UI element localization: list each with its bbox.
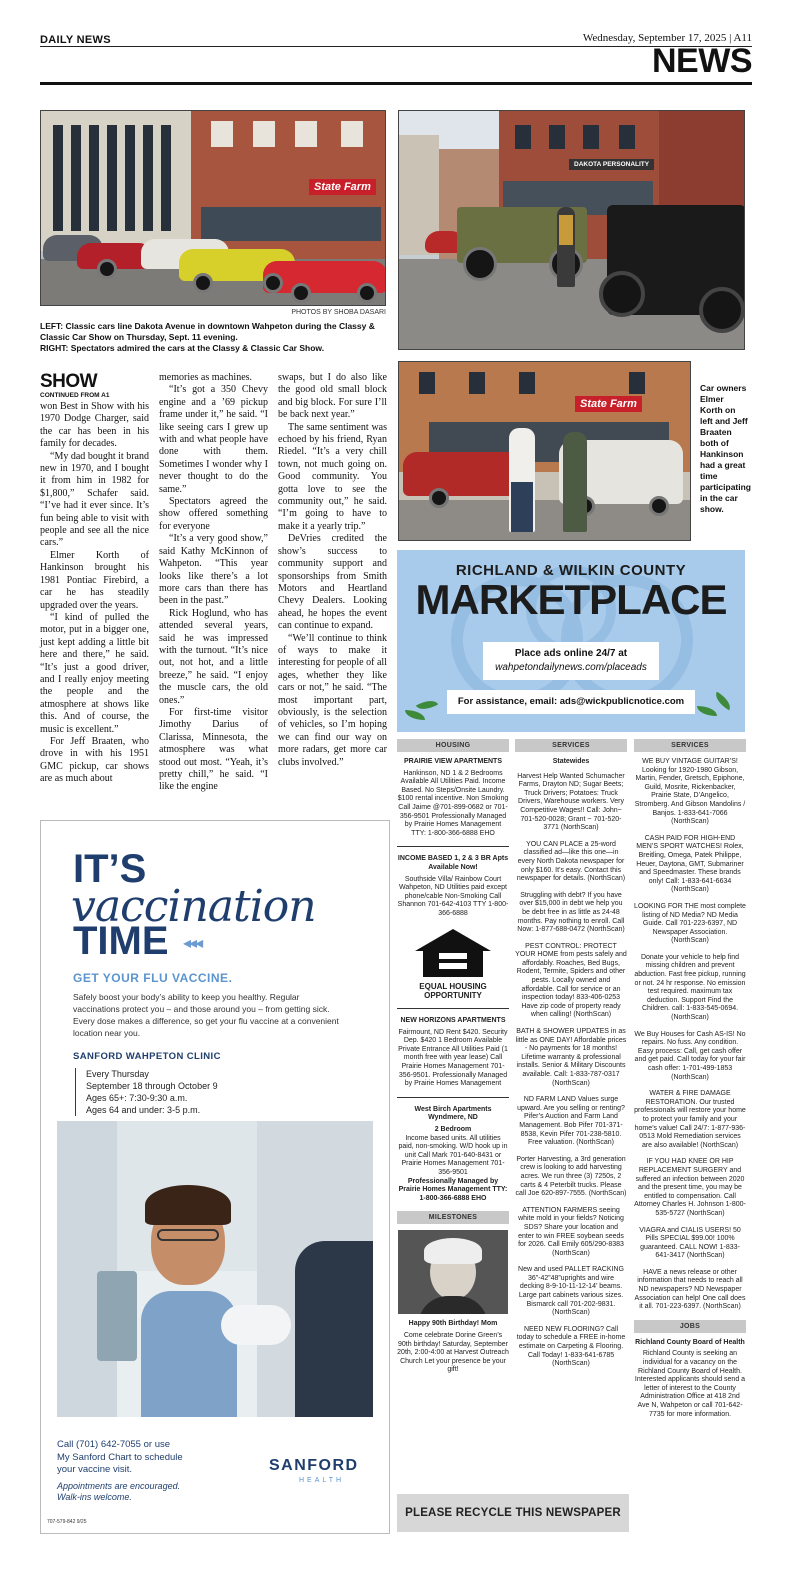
schedule-line: Ages 64 and under: 3-5 p.m. xyxy=(86,1105,201,1115)
article-paragraph: For Jeff Braaten, who drove in with his 1951 GMC pickup, car shows are as much about xyxy=(40,735,149,785)
eho-label: EQUAL HOUSING OPPORTUNITY xyxy=(419,982,487,1001)
milestone-photo xyxy=(398,1230,508,1314)
ad-photo-girl-vaccine xyxy=(57,1121,373,1417)
article-paragraph: “It’s got a 350 Chevy engine and a ’69 pickup frame under it,” he said. “I like seeing cars I grew up with and what people have done with them. Sometimes I wonder why I never thought to do the same.” xyxy=(159,384,268,495)
article-paragraph: Elmer Korth of Hankinson brought his 1981 Pontiac Firebird, a car he has steadily upgraded over the years. xyxy=(40,549,149,611)
services-heading: SERVICES xyxy=(515,739,627,752)
ad-time: TIME xyxy=(73,919,169,963)
ad-code: 707-579-842 9/25 xyxy=(47,1519,87,1525)
job-ad xyxy=(634,1339,746,1419)
ad-title: NEW HORIZONS APARTMENTS xyxy=(400,1017,506,1025)
appt-line: Walk-ins welcome. xyxy=(57,1492,132,1502)
job-body: Richland County is seeking an individual for a vacancy on the Richland County Board of Health. Interested applicants should send a letter of interest to the County Administration Office at 418 2nd Ave N, Wahpeton or call 701-642-7735 for more information. xyxy=(634,1350,746,1418)
place-ads-label: Place ads online 24/7 at xyxy=(514,648,628,659)
ad-flu-heading: GET YOUR FLU VACCINE. xyxy=(73,971,233,985)
sign-dakota-personality: DAKOTA PERSONALITY xyxy=(569,159,654,170)
call-line: Call (701) 642-7055 or use xyxy=(57,1439,171,1450)
classified-ad: LOOKING FOR THE most complete listing of ND Media? ND Media Guide. Call 701-223-6397, ND Newspaper Association. (NorthScan) xyxy=(634,902,746,945)
article-paragraph: memories as machines. xyxy=(159,372,253,383)
caption-left: LEFT: Classic cars line Dakota Avenue in downtown Wahpeton during the Classy & Classic Car Show on Thursday, Sept. 11 evening. xyxy=(40,321,375,342)
sanford-health-label: HEALTH xyxy=(299,1477,345,1484)
classified-ad: Donate your vehicle to help find missing children and prevent abduction. Fast free pickup, running or not. 24 hr response. No emission test required. maximum tax deduction. Support Find the Children. call: 1-833-545-0694. (NorthScan) xyxy=(634,953,746,1022)
ad-title: INCOME BASED 1, 2 & 3 BR Apts Available Now! xyxy=(397,855,509,871)
article-column-1 xyxy=(40,372,149,786)
classified-ad: VIAGRA and CIALIS USERS! 50 Pills SPECIAL $99.00! 100% guaranteed. CALL NOW! 1-833-641-3417 (NorthScan) xyxy=(639,1226,741,1260)
photo-credit: PHOTOS BY SHOBA DASARI xyxy=(291,309,386,316)
classified-ad: Struggling with debt? If you have over $15,000 in debt we help you be debt free in as little as 24-48 months. Pay nothing to enroll. Call Now: 1-877-688-0472 (NorthScan) xyxy=(517,891,625,934)
classified-ad: ATTENTION FARMERS seeing white mold in your fields? Noticing SDS? Share your location and enter to win FREE soybean seeds for 2026. Call Emily 605/290-8383 (NorthScan) xyxy=(518,1206,624,1257)
milestones-heading: MILESTONES xyxy=(397,1211,509,1224)
article-paragraph: “It’s a very good show,” said Kathy McKinnon of Wahpeton. “This year looks like there’s a lot more cars than there has been in the past.” xyxy=(159,533,268,607)
place-ads-url[interactable]: wahpetondailynews.com/placeads xyxy=(495,662,647,673)
ad-body: Fairmount, ND Rent $420. Security Dep. $420 1 Bedroom Available Private Entrance All Utilities Paid (1 month free with year lease) Call Prairie Homes Management 701-356-9501. Professionally Managed by Prairie Homes Management xyxy=(398,1028,508,1088)
header-rule xyxy=(40,46,752,47)
pontiac-firebird xyxy=(403,452,523,496)
marketplace-place-ads[interactable] xyxy=(483,642,659,680)
photo-caption xyxy=(40,321,390,354)
article-paragraph: “I kind of pulled the motor, put in a bigger one, just kept adding a little bit here and there,” he said. “It’s just a good driver, and I really enjoy meeting the people and the atmosphere at shows like this. And of course, the music is excellent.” xyxy=(40,611,149,735)
article-paragraph: The same sentiment was echoed by his friend, Ryan Riedel. “It’s a very chill town, not much going on. Good community. You gotta love to see the community out,” he said. “I’m going to have to make it a yearly trip.” xyxy=(278,421,387,532)
ad-schedule xyxy=(75,1068,218,1116)
article-column-2 xyxy=(159,372,268,794)
schedule-line: Ages 65+: 7:30-9:30 a.m. xyxy=(86,1093,188,1103)
classified-ad: NEED NEW FLOORING? Call today to schedule a FREE in-home estimate on Carpeting & Flooring. Call Today! 1-833-641-6785 (NorthScan) xyxy=(516,1325,626,1368)
classified-ad: PEST CONTROL: PROTECT YOUR HOME from pests safely and affordably. Roaches, Bed Bugs, Rodent, Termite, Spiders and other pests. Locally owned and affordable. Call for service or an inspection today! 833-406-0253 Have zip code of property ready when calling! (NorthScan) xyxy=(515,942,627,1019)
marketplace-banner xyxy=(397,550,745,732)
classified-ad xyxy=(397,1106,509,1204)
classified-ad: ND FARM LAND Values surge upward. Are you selling or renting? Pifer’s Auction and Farm Land Management. Bob Pifer 701-371-8538, Kevin Pifer 701-238-5810. Free valuation. (NorthScan) xyxy=(517,1096,625,1147)
ad-clinic-name: SANFORD WAHPETON CLINIC xyxy=(73,1051,221,1062)
article-paragraph: DeVries credited the show’s success to community support and sponsorships from Smith Motors and Heartland Chevy Dealers. Looking ahead, he hopes the event can continue to expand. xyxy=(278,533,387,632)
appt-line: Appointments are encouraged. xyxy=(57,1481,181,1491)
house-icon xyxy=(413,927,493,979)
ad-call-to-action[interactable] xyxy=(57,1439,183,1477)
article-paragraph: won Best in Show with his 1970 Dodge Charger, said the car has been in his family for decades. xyxy=(40,401,149,450)
article-continued: CONTINUED FROM A1 xyxy=(40,392,110,399)
classifieds-services-1 xyxy=(515,739,627,1377)
statewides-label: Statewides xyxy=(552,758,590,765)
photo-spectators xyxy=(398,110,745,350)
classified-ad: We Buy Houses for Cash AS-IS! No repairs. No fuss. Any condition. Easy process: Call, get cash offer and get paid. Call today for your fair cash offer: 1-701-499-1853 (NorthScan) xyxy=(634,1030,746,1081)
ad-body: Hankinson, ND 1 & 2 Bedrooms Available All Utilities Paid. Income Based. No Steps/Onsite Laundry. $100 rental incentive. Non Smoking Call Jaime @701-899-0682 or 701-356-9501 Professionally Managed by Prairie Homes Management TTY: 1-800-366-6888 EHO xyxy=(397,769,509,837)
schedule-line: Every Thursday xyxy=(86,1069,149,1079)
photo-classic-cars-line xyxy=(40,110,386,306)
ad-title: PRAIRIE VIEW APARTMENTS xyxy=(403,758,502,765)
article-paragraph: “We’ll continue to think of ways to make it interesting for people of all ages, whether they like cars or not,” he said. “The most important part, obviously, is the selection of vehicles, so I’m hoping we can find our way on more radars, get more car clubs involved.” xyxy=(278,632,387,768)
classified-ad: IF YOU HAD KNEE OR HIP REPLACEMENT SURGERY and suffered an infection between 2020 and the present time, you may be entitled to compensation. Call Attorney Charles H. Johnson 1-800-535-5727 (NorthScan) xyxy=(634,1158,746,1217)
classified-ad: WATER & FIRE DAMAGE RESTORATION. Our trusted professionals will restore your home to protect your family and your home’s value! Call 24/7: 1-877-936-0513 Mold Remediation services are also available! (NorthScan) xyxy=(634,1090,746,1149)
caption-right: RIGHT: Spectators admired the cars at the Classy & Classic Car Show. xyxy=(40,343,325,353)
ad-its: IT’S xyxy=(73,847,147,891)
divider xyxy=(397,1097,509,1098)
milestone-ad xyxy=(397,1320,509,1375)
classified-ad: HAVE a news release or other information that needs to reach all ND newspapers? ND Newspaper Association can help! One call does it all. 701-223-6397. (NorthScan) xyxy=(634,1268,746,1311)
arrows-icon: ◂◂◂ xyxy=(183,933,202,952)
marketplace-assist[interactable]: For assistance, email: ads@wickpublicnotice.com xyxy=(447,690,695,714)
call-line: your vaccine visit. xyxy=(57,1464,132,1475)
jobs-heading: JOBS xyxy=(634,1320,746,1333)
ad-vaccination: vaccination xyxy=(71,881,316,932)
classified-ad: Porter Harvesting, a 3rd generation crew is looking to add harvesting acres. We run three (3) 7250s, 2 carts & 4 Peterbilt trucks. Please call Joe 620-897-7555. (NorthScan) xyxy=(515,1155,627,1198)
classified-ad xyxy=(397,1017,509,1089)
ad-title: West Birch Apartments Wyndmere, ND xyxy=(414,1105,492,1122)
article-paragraph: swaps, but I do also like the good old small block and big block. For sure I’ll be back next year.” xyxy=(278,372,387,421)
date-page: Wednesday, September 17, 2025 | A11 xyxy=(582,32,752,44)
ad-body: Southside Villa/ Rainbow Court Wahpeton, ND Utilities paid except phone/cable Non-Smoking Call Shannon 701-642-4103 TTY 1-800-366-6888 xyxy=(397,875,509,917)
ad-body: Income based units. All utilities paid, non-smoking. W/D hook up in unit Call Mark 701-640-8431 or Prairie Homes Management 701-356-9501 xyxy=(398,1134,508,1176)
article-column-3 xyxy=(278,372,387,769)
divider xyxy=(397,846,509,847)
classified-ad: YOU CAN PLACE a 25-word classified ad—like this one—in every North Dakota newspaper for only $160. It’s easy. Contact this newspaper for details. (NorthScan) xyxy=(516,840,626,883)
housing-heading: HOUSING xyxy=(397,739,509,752)
ad-description: Safely boost your body’s ability to keep you healthy. Regular vaccinations protect you – and those around you – from getting sick. Every dose makes a difference, so get your flu vaccine at a convenient location near you. xyxy=(73,992,339,1038)
ad-appointments xyxy=(57,1481,180,1503)
milestone-body: Come celebrate Dorine Green’s 90th birthday! Saturday, September 20th, 2:00-4:00 at Harvest Outreach Church Let your presence be your gift! xyxy=(397,1331,509,1374)
classified-ad: New and used PALLET RACKING 36”-42”48”uprights and wire decking 8-9-10-11-12-14’ beams. Large part cabinets various sizes. Bismarck call 701-202-9831. (NorthScan) xyxy=(518,1266,624,1317)
classified-ad: CASH PAID FOR HIGH-END MEN’S SPORT WATCHES! Rolex, Breitling, Omega, Patek Philippe, Heuer, Daytona, GMT, Submariner and Speedmaster. These brands only! Call: 1-833-641-6634 (NorthScan) xyxy=(636,834,744,894)
classified-ad: WE BUY VINTAGE GUITAR’S! Looking for 1920-1980 Gibson, Martin, Fender, Gretsch, Epiphone, Guild, Mosrite, Rickenbacker, Prairie State, D’Angelico, Stromberg. And Gibson Mandolins / Banjos. 1-833-641-7066 (NorthScan) xyxy=(634,758,746,826)
recycle-banner: PLEASE RECYCLE THIS NEWSPAPER xyxy=(397,1494,629,1532)
equal-housing-logo xyxy=(413,927,493,1001)
milestone-title: Happy 90th Birthday! Mom xyxy=(408,1320,498,1328)
section-title: NEWS xyxy=(652,42,752,80)
marketplace-title: MARKETPLACE xyxy=(415,576,727,623)
classifieds-services-2 xyxy=(634,739,746,1427)
ad-subtitle: 2 Bedroom xyxy=(434,1126,472,1134)
sanford-logo: SANFORD xyxy=(269,1457,359,1474)
divider xyxy=(397,1008,509,1009)
job-title: Richland County Board of Health xyxy=(635,1338,745,1346)
header-rule-thick xyxy=(40,82,752,85)
side-caption: Car owners Elmer Korth on left and Jeff Braaten both of Hankinson had a great time participating in the car show. xyxy=(700,383,752,514)
services-heading-2: SERVICES xyxy=(634,739,746,752)
classified-ad xyxy=(397,758,509,838)
ad-extra: Professionally Managed by Prairie Homes Management TTY: 1-800-366-6888 EHO xyxy=(398,1177,508,1202)
classifieds-housing xyxy=(397,739,509,1383)
article-paragraph: Spectators agreed the show offered something for everyone xyxy=(159,496,268,532)
call-line: My Sanford Chart to schedule xyxy=(57,1451,183,1463)
schedule-line: September 18 through October 9 xyxy=(86,1081,218,1091)
sign-state-farm-2: State Farm xyxy=(575,396,642,412)
classified-ad: BATH & SHOWER UPDATES in as little as ONE DAY! Affordable prices - No payments for 18 months! Lifetime warranty & professional installs. Senior & Military Discounts available. Call: 1-833-787-0317 (NorthScan) xyxy=(515,1028,627,1087)
sign-state-farm: State Farm xyxy=(309,179,376,195)
photo-car-owners xyxy=(398,361,691,541)
article-title: SHOW xyxy=(40,371,98,392)
classified-ad xyxy=(397,855,509,918)
article-paragraph: Rick Hoglund, who has attended several years, said he was impressed with the turnout. “It’s nice out, not hot, and a little breeze,” he said. “I enjoy the muscle cars, the old ones.” xyxy=(159,607,268,706)
jeff-braaten xyxy=(563,432,587,532)
classified-ad: Harvest Help Wanted Schumacher Farms, Drayton ND; Sugar Beets; Truck Drivers; Potatoes: Truck Drivers, Warehouse workers. Very Competitive Wages!! Call: John~ 701-520-0028; Grant ~ 701-520-3771 (NorthScan) xyxy=(517,772,625,832)
vaccine-ad[interactable] xyxy=(40,820,390,1534)
article-paragraph: “My dad bought it brand new in 1970, and I bought it from him in 1982 for $1,800,” Schafer said. “I’ve had it ever since. It’s fun being able to visit with people and see all the nice cars.” xyxy=(40,450,149,549)
section-label: DAILY NEWS xyxy=(40,34,111,46)
article-paragraph: For first-time visitor Jimothy Darius of Clarissa, Minnesota, the atmosphere was what stood out most. “Yeah, it’s pretty chill,” he said. “I like the engine xyxy=(159,706,268,793)
marketplace-line1: RICHLAND & WILKIN COUNTY xyxy=(455,562,687,579)
